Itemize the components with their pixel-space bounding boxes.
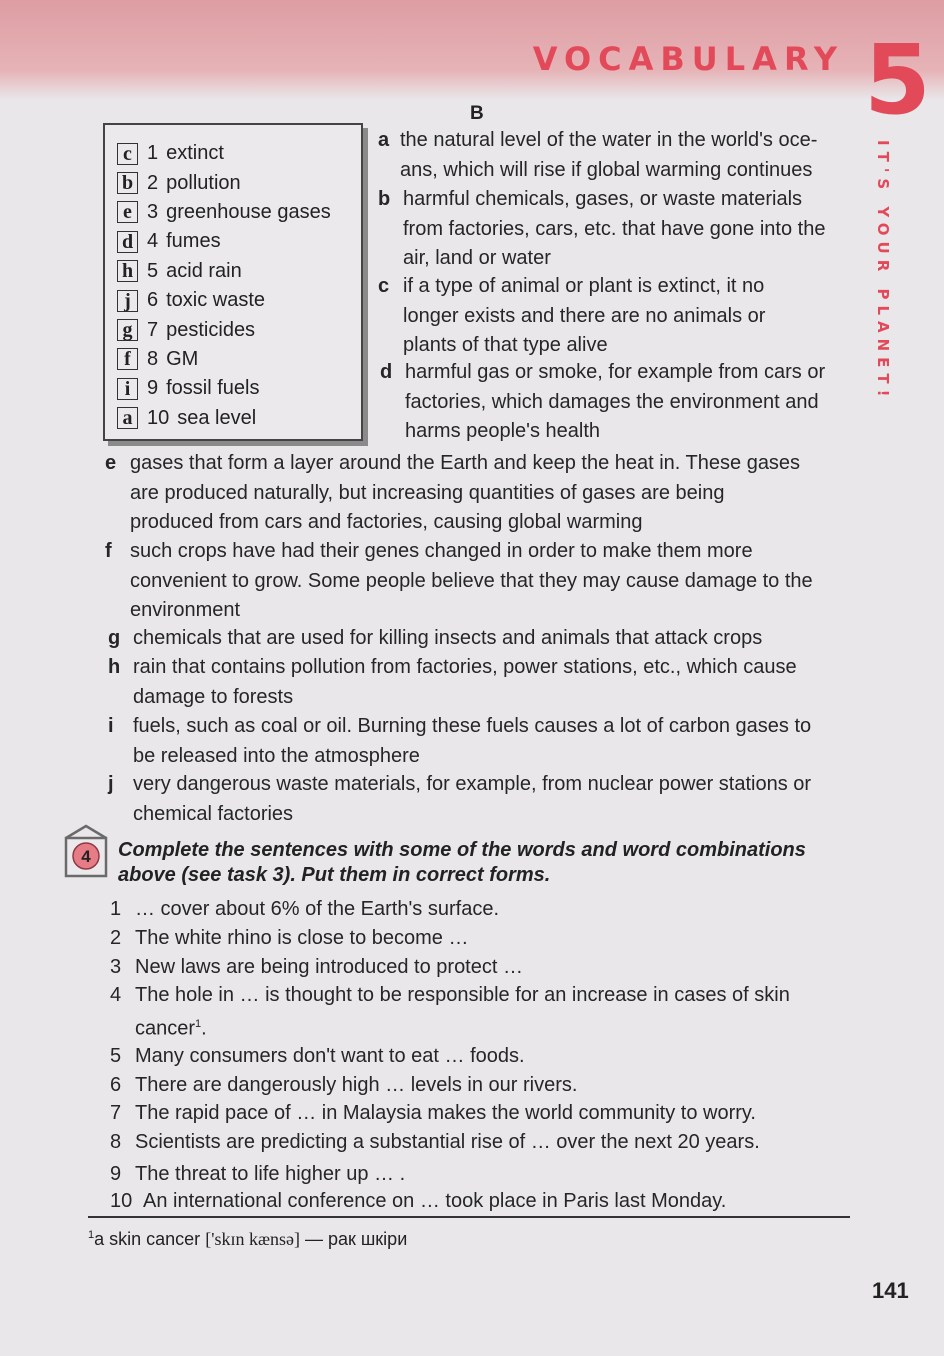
answer-box[interactable]: b — [117, 172, 138, 194]
definition-letter: f — [105, 540, 112, 562]
definition-text: chemicals that are used for killing insects and animals that attack crops — [133, 627, 763, 649]
definition-text: fuels, such as coal or oil. Burning these fuels causes a lot of carbon gases to be released into the atmosphere — [133, 715, 812, 767]
word-text: fumes — [166, 230, 221, 253]
definition-text: very dangerous waste materials, for example, from nuclear power stations or chemical factories — [133, 773, 812, 825]
sentence-text: Scientists are predicting a substantial rise of … over the next 20 years. — [135, 1131, 760, 1153]
word-item — [117, 345, 361, 374]
unit-subtitle: IT'S YOUR PLANET! — [874, 140, 892, 403]
footnote-divider — [88, 1216, 850, 1218]
page-number: 141 — [872, 1278, 909, 1303]
definition-c — [378, 272, 818, 361]
word-number: 4 — [147, 230, 159, 253]
unit-number: 5 — [864, 24, 931, 136]
definition-g — [108, 624, 848, 654]
definition-letter: h — [108, 656, 121, 678]
sentence-number: 5 — [110, 1045, 122, 1067]
definition-h — [108, 653, 828, 712]
word-text: pesticides — [166, 318, 256, 341]
definition-letter: a — [378, 129, 390, 151]
word-number: 9 — [147, 377, 159, 400]
sentence-7 — [110, 1099, 850, 1128]
footnote-marker: 1 — [195, 1018, 202, 1030]
footnote-term: a skin cancer — [94, 1229, 201, 1249]
definition-j — [108, 770, 828, 829]
definition-letter: i — [108, 715, 114, 737]
definition-text: harmful chemicals, gases, or waste materials from factories, cars, etc. that have gone into the air, land or water — [403, 188, 826, 269]
sentence-text: The rapid pace of … in Malaysia makes the world community to worry. — [135, 1102, 756, 1124]
sentence-text: The hole in … is thought to be responsible for an increase in cases of skin cancer — [135, 984, 790, 1040]
definition-text: if a type of animal or plant is extinct, it no longer exists and there are no animals or plants of that type alive — [403, 275, 766, 356]
footnote-transcription: ['skɪn kænsə] — [205, 1229, 300, 1249]
column-b-heading: B — [470, 103, 484, 124]
sentence-text: The threat to life higher up … . — [135, 1163, 406, 1185]
word-item — [117, 286, 361, 315]
footnote-mark: 1 — [88, 1229, 95, 1241]
word-text: GM — [166, 347, 199, 370]
word-number: 1 — [147, 142, 159, 165]
definition-text: the natural level of the water in the world's oce-ans, which will rise if global warming continues — [400, 129, 818, 181]
sentence-number: 10 — [110, 1190, 133, 1212]
word-item — [117, 374, 361, 403]
word-number: 6 — [147, 289, 159, 312]
answer-box[interactable]: g — [117, 319, 138, 341]
sentence-6 — [110, 1071, 830, 1100]
word-number: 3 — [147, 200, 159, 223]
sentence-number: 6 — [110, 1074, 122, 1096]
sentence-4 — [110, 981, 810, 1044]
word-item — [117, 315, 361, 344]
word-text: toxic waste — [166, 289, 266, 312]
sentence-number: 2 — [110, 927, 122, 949]
definition-i — [108, 712, 828, 771]
word-number: 2 — [147, 171, 159, 194]
answer-box[interactable]: e — [117, 201, 138, 223]
sentence-text: The white rhino is close to become … — [135, 927, 469, 949]
task-number: 4 — [81, 847, 91, 866]
sentence-text: Many consumers don't want to eat … foods. — [135, 1045, 525, 1067]
word-text: extinct — [166, 142, 224, 165]
word-text: acid rain — [166, 259, 242, 282]
sentence-number: 4 — [110, 984, 122, 1006]
answer-box[interactable]: h — [117, 260, 138, 282]
sentence-end: . — [201, 1017, 207, 1040]
word-text: greenhouse gases — [166, 200, 331, 223]
answer-box[interactable]: j — [117, 290, 138, 312]
definition-f — [105, 537, 850, 626]
word-text: sea level — [177, 406, 257, 429]
definition-letter: j — [108, 773, 114, 795]
word-item — [117, 404, 361, 433]
definition-text: rain that contains pollution from factories, power stations, etc., which cause damage to forests — [133, 656, 797, 708]
definition-text: gases that form a layer around the Earth and keep the heat in. These gases are produced naturally, but increasing quantities of gases are being produced from cars and factories, causing global warming — [130, 452, 801, 533]
word-item — [117, 227, 361, 256]
sentence-number: 7 — [110, 1102, 122, 1124]
sentence-5 — [110, 1042, 830, 1071]
definition-d — [380, 358, 844, 447]
sentence-10 — [110, 1187, 850, 1216]
word-text: pollution — [166, 171, 241, 194]
word-text: fossil fuels — [166, 377, 260, 400]
answer-box[interactable]: a — [117, 407, 138, 429]
sentence-2 — [110, 924, 830, 953]
definition-b — [378, 185, 838, 274]
sentence-number: 9 — [110, 1163, 122, 1185]
sentence-text: New laws are being introduced to protect … — [135, 956, 523, 978]
word-number: 5 — [147, 259, 159, 282]
sentence-number: 3 — [110, 956, 122, 978]
word-item — [117, 257, 361, 286]
word-item — [117, 198, 361, 227]
definition-e — [105, 449, 805, 538]
footnote — [88, 1229, 407, 1250]
footnote-translation: — рак шкіри — [304, 1229, 408, 1249]
word-list-box — [103, 123, 363, 441]
definition-letter: e — [105, 452, 117, 474]
sentence-1 — [110, 895, 830, 924]
sentence-9 — [110, 1160, 830, 1189]
sentence-8 — [110, 1128, 850, 1157]
word-number: 7 — [147, 318, 159, 341]
word-number: 10 — [147, 406, 170, 429]
sentence-number: 1 — [110, 898, 122, 920]
word-item — [117, 168, 361, 197]
sentence-text-wrap — [110, 981, 810, 1044]
definition-letter: d — [380, 361, 393, 383]
answer-box[interactable]: i — [117, 378, 138, 400]
answer-box[interactable]: c — [117, 143, 138, 165]
word-item — [117, 139, 361, 168]
definition-letter: c — [378, 275, 390, 297]
sentence-text: … cover about 6% of the Earth's surface. — [135, 898, 500, 920]
section-title: VOCABULARY — [532, 40, 844, 78]
sentence-number: 8 — [110, 1131, 122, 1153]
answer-box[interactable]: f — [117, 348, 138, 370]
definition-text: such crops have had their genes changed in order to make them more convenient to grow. Some people believe that they may cause damage to the environment — [130, 540, 813, 621]
definition-text: harmful gas or smoke, for example from cars or factories, which damages the environment and harms people's health — [405, 361, 826, 442]
sentence-3 — [110, 953, 830, 982]
sentence-text: There are dangerously high … levels in our rivers. — [135, 1074, 578, 1096]
definition-letter: b — [378, 188, 391, 210]
answer-box[interactable]: d — [117, 231, 138, 253]
task-house-icon — [62, 824, 110, 878]
word-number: 8 — [147, 347, 159, 370]
definition-letter: g — [108, 627, 121, 649]
definition-a — [378, 126, 848, 185]
task-instruction: Complete the sentences with some of the words and word combinations above (see task 3). Put them in correct forms. — [118, 839, 806, 886]
sentence-text: An international conference on … took place in Paris last Monday. — [143, 1190, 727, 1212]
